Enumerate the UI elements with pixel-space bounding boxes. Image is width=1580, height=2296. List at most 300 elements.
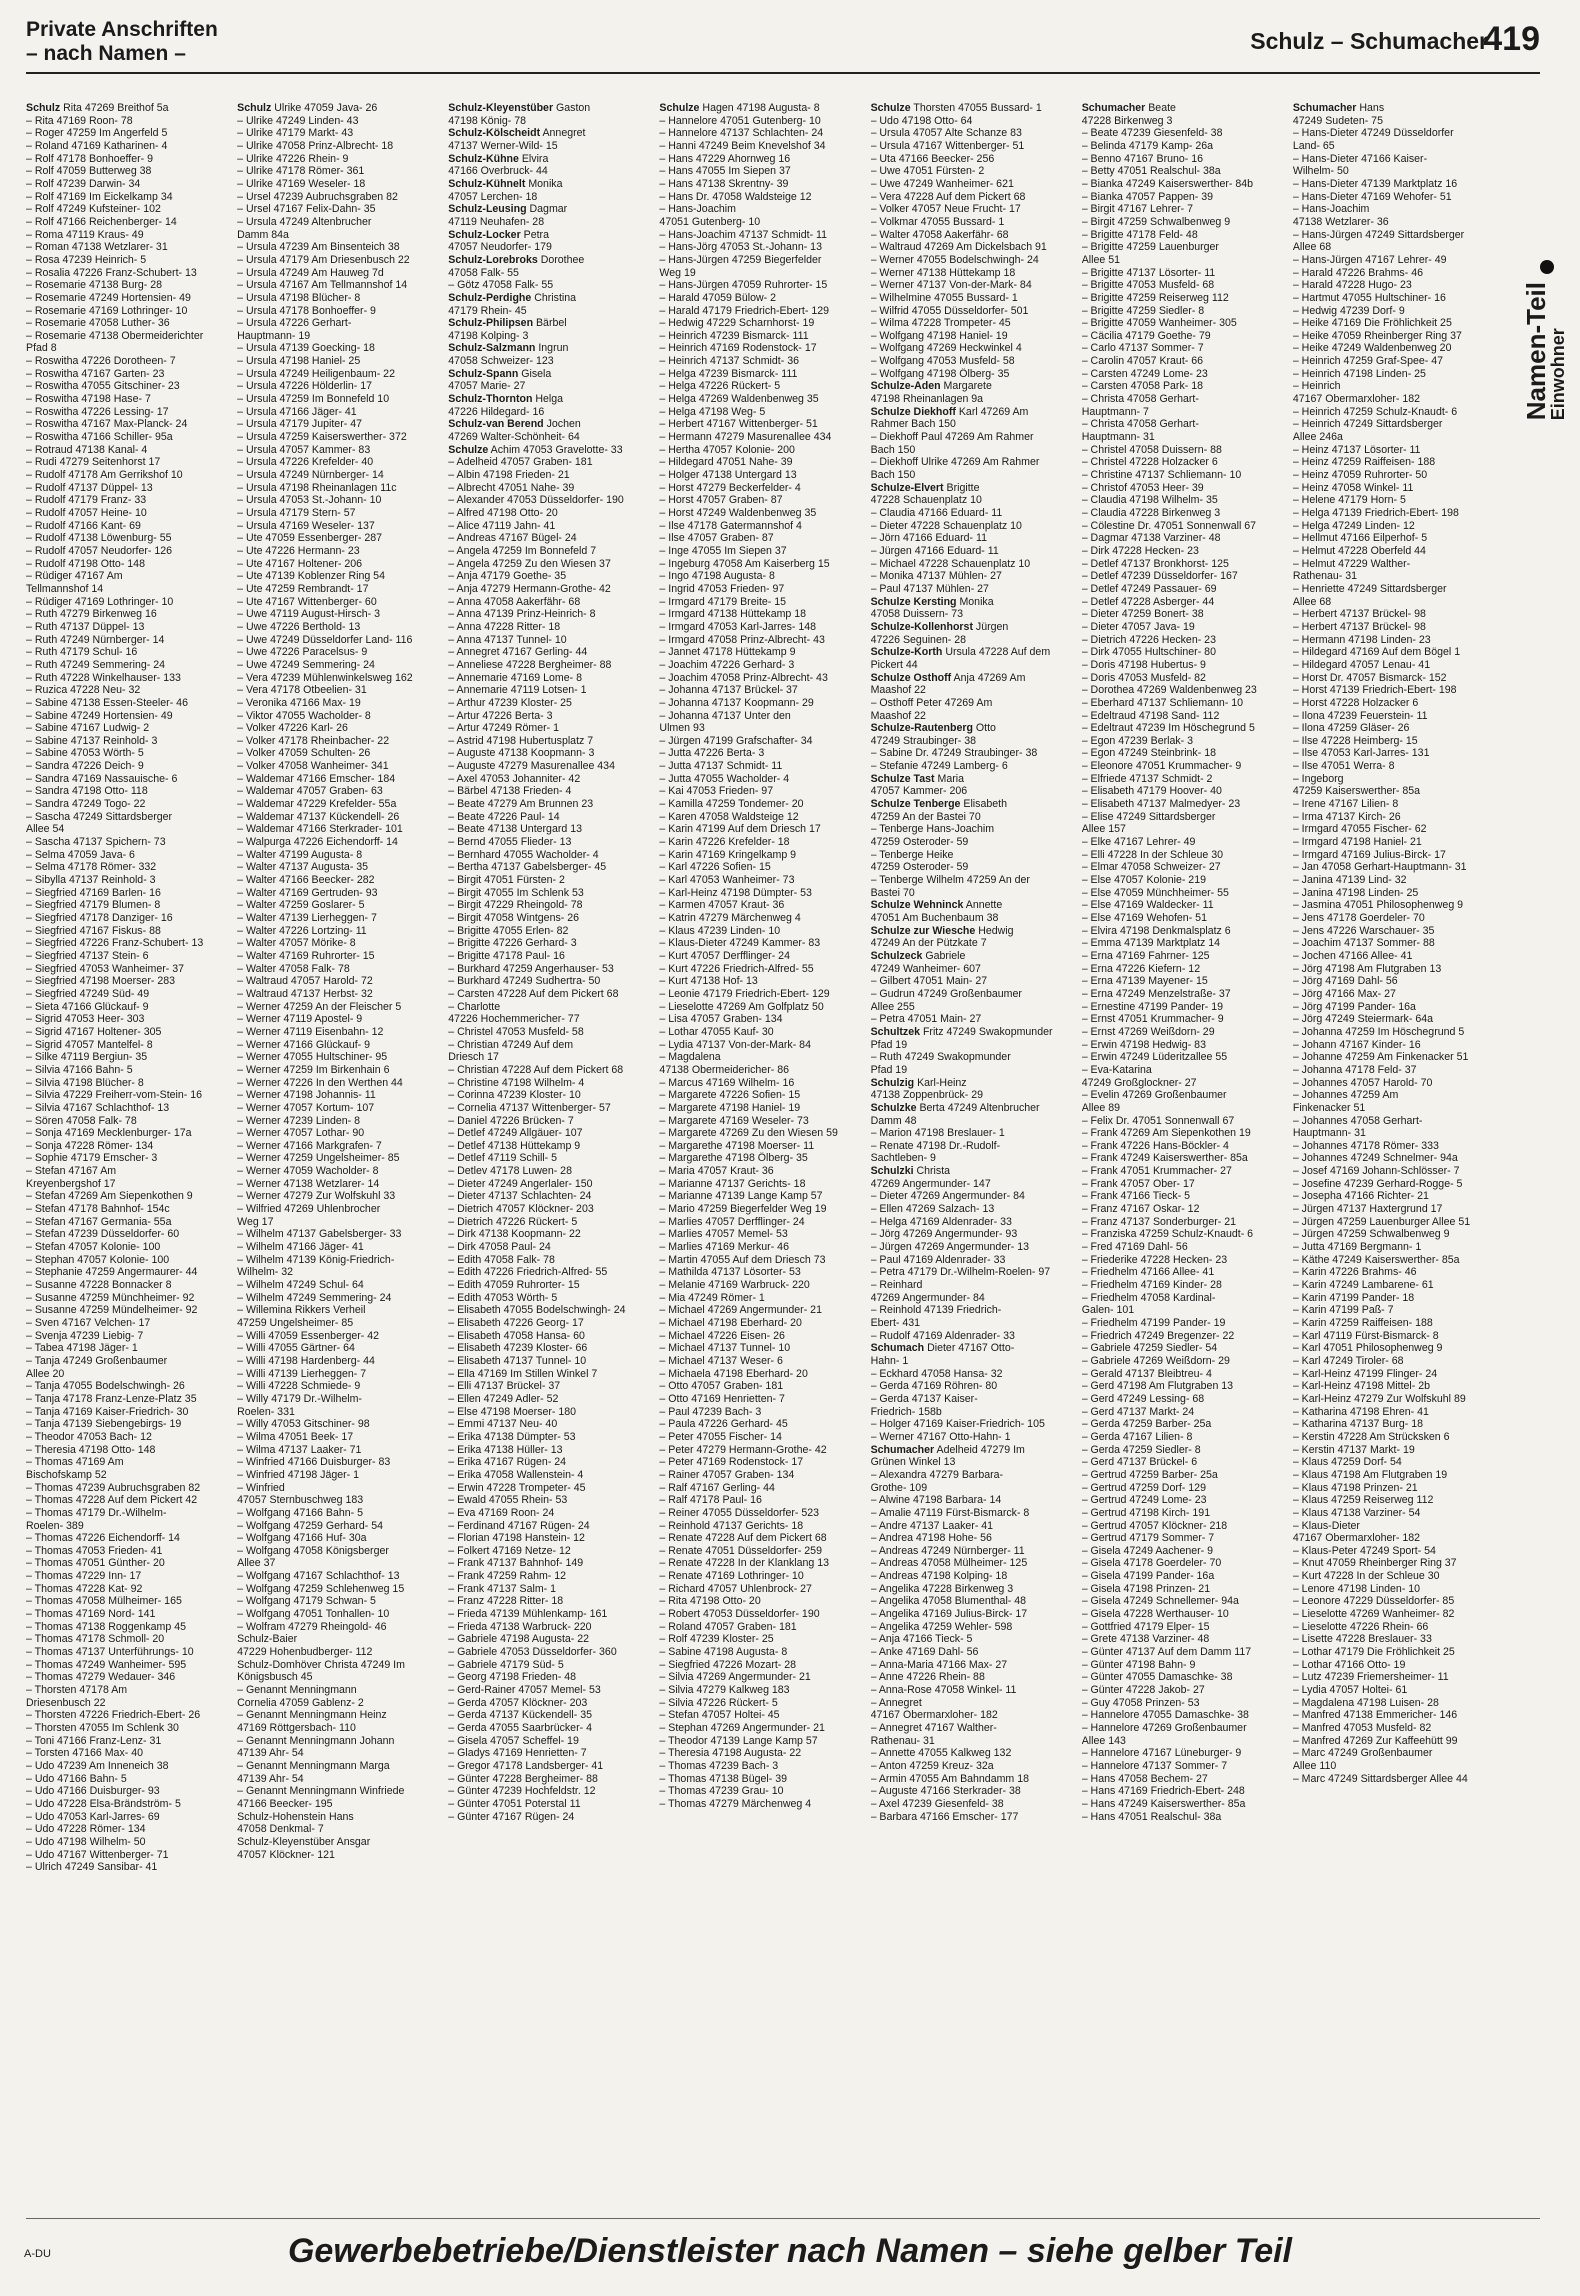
entry-text: 47139 Ahr- 54 <box>237 1772 304 1785</box>
directory-entry <box>26 330 225 343</box>
directory-entry <box>26 596 225 609</box>
entry-text: – Edeltraut 47239 Im Höschegrund 5 <box>1081 722 1255 735</box>
entry-text: – Lydia 47137 Von-der-Mark- 84 <box>659 1038 811 1051</box>
directory-entry <box>448 1292 647 1305</box>
entry-text: Allee 110 <box>1292 1759 1337 1772</box>
directory-entry <box>1293 1355 1492 1368</box>
entry-text: Schulz-Kleyenstüber Ansgar <box>237 1835 371 1848</box>
directory-entry <box>448 456 647 469</box>
directory-entry <box>237 1406 436 1419</box>
entry-text: – Hans-Jürgen 47167 Lehrer- 49 <box>1292 253 1447 266</box>
directory-entry <box>237 267 436 280</box>
entry-text: Ulrike 47059 Java- 26 <box>271 102 378 114</box>
directory-entry <box>26 203 225 216</box>
entry-text: Pfad 19 <box>870 1063 908 1076</box>
directory-entry <box>237 672 436 685</box>
entry-text: Dagmar <box>526 203 568 216</box>
directory-entry <box>1293 1039 1492 1052</box>
entry-text: – Johanna 47178 Feld- 37 <box>1292 1063 1417 1076</box>
directory-entry <box>1293 1001 1492 1014</box>
entry-text: – Gertrud 47179 Sommer- 7 <box>1081 1532 1215 1545</box>
entry-text: Driesenbusch 22 <box>26 1696 106 1709</box>
directory-entry <box>659 1520 858 1533</box>
directory-entry <box>1082 1089 1281 1102</box>
entry-text: – Susanne 47228 Bonnacker 8 <box>26 1279 172 1292</box>
entry-text: – Werner 47198 Johannis- 11 <box>237 1089 376 1102</box>
entry-text: – Johann 47167 Kinder- 16 <box>1292 1038 1421 1051</box>
entry-text: – Thorsten 47055 Im Schlenk 30 <box>26 1722 179 1734</box>
entry-text: – Janina 47139 Lind- 32 <box>1292 874 1407 887</box>
entry-text: – Werner 47167 Otto-Hahn- 1 <box>870 1430 1011 1443</box>
entry-text: – Herbert 47167 Wittenberger- 51 <box>659 418 818 431</box>
directory-entry <box>237 963 436 976</box>
entry-text: – Jürgen 47137 Haxtergrund 17 <box>1292 1203 1443 1216</box>
entry-text: 47269 Walter-Schönheit- 64 <box>448 431 580 444</box>
directory-entry <box>237 760 436 773</box>
directory-entry <box>871 1532 1070 1545</box>
entry-text: – Siegfried 47226 Mozart- 28 <box>659 1658 797 1671</box>
directory-entry <box>448 1659 647 1672</box>
entry-text: – Hans 47169 Friedrich-Ebert- 248 <box>1081 1785 1245 1798</box>
entry-text: – Stefan 47269 Am Siepenkothen 9 <box>26 1190 193 1203</box>
directory-entry <box>1082 203 1281 216</box>
entry-text: – Karl 47249 Tiroler- 68 <box>1292 1354 1404 1367</box>
entry-text: – Christof 47053 Heer- 39 <box>1081 481 1204 494</box>
entry-text: – Dirk 47058 Paul- 24 <box>448 1241 551 1254</box>
entry-text: Jürgen <box>972 620 1009 633</box>
directory-entry <box>448 1051 647 1064</box>
directory-entry <box>448 292 647 305</box>
entry-text: Sachtleben- 9 <box>870 1152 936 1165</box>
directory-entry <box>1293 317 1492 330</box>
entry-text: 47058 Denkmal- 7 <box>237 1823 324 1836</box>
entry-text: – Claudia 47198 Wilhelm- 35 <box>1081 494 1218 507</box>
entry-text: – Sophie 47179 Emscher- 3 <box>26 1152 158 1165</box>
directory-entry <box>26 520 225 533</box>
directory-entry <box>26 1178 225 1191</box>
entry-text: – Roswitha 47167 Max-Planck- 24 <box>26 418 188 431</box>
directory-entry <box>1082 406 1281 419</box>
entry-text: – Genannt Menningmann Johann <box>237 1734 395 1747</box>
directory-entry <box>26 431 225 444</box>
directory-entry <box>871 583 1070 596</box>
entry-text: – Johannes 47249 Schnelmer- 94a <box>1292 1152 1458 1165</box>
entry-text: – Gerd 47249 Lessing- 68 <box>1081 1392 1205 1405</box>
entry-text: – Werner 47138 Wetzlarer- 14 <box>237 1177 380 1190</box>
entry-text: – Beate 47226 Paul- 14 <box>448 810 560 823</box>
directory-entry <box>659 608 858 621</box>
entry-text: – Lisette 47228 Breslauer- 33 <box>1292 1633 1432 1646</box>
entry-text: – Elmar 47058 Schweizer- 27 <box>1081 861 1221 874</box>
directory-entry <box>1082 849 1281 862</box>
entry-text: – Thomas 47169 Nord- 141 <box>26 1608 156 1621</box>
entry-text: – Wolfgang 47051 Tonhallen- 10 <box>237 1608 390 1621</box>
entry-text: – Thorsten 47178 Am <box>26 1684 128 1697</box>
directory-entry <box>26 646 225 659</box>
directory-entry <box>659 975 858 988</box>
directory-entry <box>1082 507 1281 520</box>
entry-text: – Manfred 47138 Emmericher- 146 <box>1292 1709 1458 1722</box>
directory-entry <box>1293 735 1492 748</box>
directory-entry <box>1293 1773 1492 1786</box>
entry-text: Bach 150 <box>870 469 916 482</box>
directory-entry <box>871 1292 1070 1305</box>
directory-entry <box>448 672 647 685</box>
entry-text: – Jürgen 47199 Grafschafter- 34 <box>659 734 813 747</box>
entry-text: Weg 19 <box>659 266 696 279</box>
directory-entry <box>26 1064 225 1077</box>
entry-text: – Rita 47198 Otto- 20 <box>659 1595 761 1608</box>
directory-entry <box>237 456 436 469</box>
entry-text: – Paul 47239 Bach- 3 <box>659 1405 762 1418</box>
page-number: 419 <box>1483 20 1540 58</box>
entry-text: – Franziska 47259 Schulz-Knaudt- 6 <box>1081 1228 1254 1241</box>
entry-text: 47138 Wetzlarer- 36 <box>1292 215 1389 228</box>
directory-entry <box>1082 330 1281 343</box>
directory-entry <box>1293 545 1492 558</box>
directory-entry <box>1293 1456 1492 1469</box>
entry-text: – Sabine 47167 Ludwig- 2 <box>26 722 150 735</box>
directory-entry <box>659 710 858 723</box>
entry-text: 47057 Lerchen- 18 <box>448 190 538 203</box>
entry-text: Christa <box>913 1165 951 1178</box>
entry-text: – Irmgard 47138 Hüttekamp 18 <box>659 608 807 621</box>
directory-entry <box>26 178 225 191</box>
directory-entry <box>237 229 436 242</box>
entry-text: – Wolfgang 47198 Haniel- 19 <box>870 329 1008 342</box>
entry-text: – Anna-Maria 47166 Max- 27 <box>870 1658 1008 1671</box>
entry-text: – Hans-Joachim <box>659 203 736 216</box>
directory-entry <box>237 203 436 216</box>
entry-text: – Jens 47226 Warschauer- 35 <box>1292 924 1435 937</box>
entry-text: – Ella 47169 Im Stillen Winkel 7 <box>448 1367 598 1380</box>
directory-entry <box>26 1115 225 1128</box>
entry-text: Hahn- 1 <box>870 1354 909 1367</box>
directory-entry <box>237 1798 436 1811</box>
entry-text: – Dirk 47055 Hultschiner- 80 <box>1081 646 1216 659</box>
directory-entry <box>448 722 647 735</box>
directory-entry <box>1082 1532 1281 1545</box>
directory-column <box>1082 102 1281 2162</box>
entry-text: – Sabine 47249 Hortensien- 49 <box>26 709 173 722</box>
entry-text: – Hannelore 47269 Großenbaumer <box>1081 1722 1247 1734</box>
entry-text: – Detlef 47137 Bronkhorst- 125 <box>1081 557 1229 570</box>
entry-text: – Volker 47059 Schulten- 26 <box>237 747 371 760</box>
directory-entry <box>659 1671 858 1684</box>
entry-text: – Christine 47198 Wilhelm- 4 <box>448 1076 585 1089</box>
entry-text: – Frank 47166 Tieck- 5 <box>1081 1190 1191 1203</box>
directory-entry <box>871 1064 1070 1077</box>
entry-text: – Walter 47139 Lierheggen- 7 <box>237 912 377 924</box>
directory-entry <box>871 798 1070 811</box>
directory-entry <box>237 1393 436 1406</box>
directory-entry <box>237 1115 436 1128</box>
directory-entry <box>237 1304 436 1317</box>
entry-surname: Schulze-Korth <box>870 646 943 659</box>
entry-text: – Werner 47166 Glückauf- 9 <box>237 1038 371 1051</box>
directory-entry <box>237 165 436 178</box>
entry-surname: Schulzeck <box>870 949 923 962</box>
entry-text: 47228 Birkenweg 3 <box>1081 114 1173 127</box>
directory-entry <box>871 1317 1070 1330</box>
entry-text: – Klaus 47198 Prinzen- 21 <box>1292 1481 1418 1494</box>
entry-surname: Schulzki <box>870 1165 914 1178</box>
entry-surname: Schulze-Rautenberg <box>870 722 973 735</box>
entry-surname: Schulz-Perdighe <box>448 291 532 304</box>
entry-text: – Frieda 47139 Mühlenkamp- 161 <box>448 1608 608 1621</box>
entry-text: – Gerda 47137 Kückendell- 35 <box>448 1709 592 1722</box>
directory-entry <box>871 153 1070 166</box>
directory-entry <box>1082 798 1281 811</box>
entry-text: Bach 150 <box>870 443 916 456</box>
entry-text: – Hans-Joachim <box>1292 203 1370 216</box>
entry-text: – Viktor 47055 Wacholder- 8 <box>237 709 371 722</box>
directory-entry <box>871 988 1070 1001</box>
entry-text: – Andreas 47167 Bügel- 24 <box>448 532 577 545</box>
entry-text: – Katrin 47279 Märchenweg 4 <box>659 912 801 924</box>
entry-text: – Thomas 47239 Bach- 3 <box>659 1759 779 1772</box>
entry-text: – Ursula 47226 Krefelder- 40 <box>237 456 374 469</box>
entry-text: – Cäcilia 47179 Goethe- 79 <box>1081 329 1211 342</box>
entry-text: – Karl 47119 Fürst-Bismarck- 8 <box>1292 1329 1439 1342</box>
entry-text: – Klaus 47239 Linden- 10 <box>659 924 781 937</box>
directory-entry <box>448 798 647 811</box>
directory-entry <box>237 178 436 191</box>
directory-entry <box>1082 216 1281 229</box>
directory-entry <box>26 558 225 571</box>
directory-entry <box>26 1330 225 1343</box>
entry-text: Rathenau- 31 <box>1292 570 1358 583</box>
entry-text: – Josefine 47239 Gerhard-Rogge- 5 <box>1292 1177 1463 1190</box>
entry-text: 47058 Falk- 55 <box>448 266 519 279</box>
entry-text: – Michaela 47198 Eberhard- 20 <box>659 1367 808 1380</box>
entry-text: – Josef 47169 Johann-Schlösser- 7 <box>1292 1165 1460 1178</box>
entry-text: Karl 47269 Am <box>955 405 1029 418</box>
entry-text: Allee 255 <box>870 1000 915 1013</box>
directory-entry <box>659 684 858 697</box>
directory-entry <box>237 507 436 520</box>
directory-entry <box>871 684 1070 697</box>
entry-text: – Uwe 47119 August-Hirsch- 3 <box>237 608 381 621</box>
entry-text: – Rolf 47166 Reichenberger- 14 <box>26 215 177 228</box>
directory-entry <box>26 153 225 166</box>
entry-text: – Gregor 47178 Landsberger- 41 <box>448 1759 604 1772</box>
directory-entry <box>237 418 436 431</box>
directory-entry <box>448 1722 647 1735</box>
entry-text: – Artur 47249 Römer- 1 <box>448 722 559 735</box>
entry-text: – Alfred 47198 Otto- 20 <box>448 507 558 519</box>
directory-entry <box>1082 836 1281 849</box>
directory-entry <box>26 1773 225 1786</box>
directory-entry <box>659 1342 858 1355</box>
entry-text: – Rosemarie 47138 Burg- 28 <box>26 279 163 292</box>
directory-entry <box>1082 912 1281 925</box>
directory-entry <box>448 482 647 495</box>
entry-surname: Schulz <box>237 102 272 114</box>
entry-text: – Kerstin 47228 Am Strücksken 6 <box>1292 1430 1450 1443</box>
directory-entry <box>871 216 1070 229</box>
directory-entry <box>1293 659 1492 672</box>
directory-entry <box>1082 1140 1281 1153</box>
directory-entry <box>237 469 436 482</box>
directory-entry <box>448 1557 647 1570</box>
entry-text: – Renate 47198 Dr.-Rudolf- <box>870 1139 1001 1152</box>
entry-text: – Klaus 47138 Varziner- 54 <box>1292 1506 1421 1519</box>
directory-entry <box>237 1342 436 1355</box>
entry-text: – Wilhelm 47139 König-Friedrich- <box>237 1253 395 1266</box>
entry-text: – Karin 47199 Pander- 18 <box>1292 1291 1415 1304</box>
directory-entry <box>448 570 647 583</box>
directory-entry <box>1293 1406 1492 1419</box>
entry-text: – Rolf 47249 Kufsteiner- 102 <box>26 203 161 216</box>
entry-text: – Stefan 47239 Düsseldorfer- 60 <box>26 1228 180 1241</box>
directory-entry <box>871 1013 1070 1026</box>
entry-text: – Michael 47137 Tunnel- 10 <box>659 1342 791 1355</box>
entry-text: – Karin 47249 Lambarene- 61 <box>1292 1279 1434 1292</box>
entry-text: – Ruzica 47228 Neu- 32 <box>26 684 141 697</box>
directory-entry <box>659 254 858 267</box>
entry-text: – Siegfried 47198 Moerser- 283 <box>26 975 175 988</box>
directory-entry <box>237 823 436 836</box>
entry-text: – Brigitte 47059 Wanheimer- 305 <box>1081 317 1237 330</box>
entry-text: – Hannelore 47051 Gutenberg- 10 <box>659 114 821 127</box>
directory-entry <box>448 1089 647 1102</box>
directory-entry <box>659 1785 858 1798</box>
directory-entry <box>871 507 1070 520</box>
entry-text: 47138 Obermeidericher- 86 <box>659 1063 789 1076</box>
directory-entry <box>448 1545 647 1558</box>
entry-text: – Annette 47055 Kalkweg 132 <box>870 1747 1012 1760</box>
directory-entry <box>1293 1178 1492 1191</box>
entry-text: – Martin 47055 Auf dem Driesch 73 <box>659 1253 826 1266</box>
directory-entry <box>26 1595 225 1608</box>
directory-entry <box>871 279 1070 292</box>
directory-entry <box>26 1823 225 1836</box>
entry-text: – Hildegard 47057 Lenau- 41 <box>1292 658 1431 671</box>
directory-entry <box>448 1482 647 1495</box>
directory-entry <box>448 1507 647 1520</box>
directory-entry <box>448 1595 647 1608</box>
directory-entry <box>1293 849 1492 862</box>
entry-text: – Hannelore 47167 Lüneburger- 9 <box>1081 1747 1242 1760</box>
entry-text: – Marc 47249 Sittardsberger Allee 44 <box>1292 1772 1468 1785</box>
directory-entry <box>1293 1317 1492 1330</box>
directory-entry <box>659 1203 858 1216</box>
entry-text: – Heinrich 47137 Schmidt- 36 <box>659 355 799 368</box>
directory-entry <box>448 1368 647 1381</box>
directory-entry <box>237 1241 436 1254</box>
directory-entry <box>237 1849 436 1862</box>
directory-entry <box>237 874 436 887</box>
entry-text: – Lenore 47198 Linden- 10 <box>1292 1582 1421 1595</box>
entry-text: – Ursula 47259 Im Bonnefeld 10 <box>237 393 390 406</box>
entry-text: – Melanie 47169 Warbruck- 220 <box>659 1279 810 1292</box>
directory-entry <box>26 1127 225 1140</box>
directory-entry <box>1293 1077 1492 1090</box>
entry-text: – Katharina 47198 Ehren- 41 <box>1292 1405 1429 1418</box>
directory-entry <box>448 1444 647 1457</box>
directory-entry <box>448 1266 647 1279</box>
directory-entry <box>1293 646 1492 659</box>
entry-text: – Kurt 47057 Derfflinger- 24 <box>659 949 790 962</box>
entry-text: – Albrecht 47051 Nahe- 39 <box>448 481 575 494</box>
entry-text: – Stephan 47057 Kolonie- 100 <box>26 1253 170 1266</box>
entry-text: – Wilhelmine 47055 Bussard- 1 <box>870 291 1018 304</box>
directory-entry <box>448 1355 647 1368</box>
directory-entry <box>237 1178 436 1191</box>
directory-entry <box>448 659 647 672</box>
directory-entry <box>1293 1722 1492 1735</box>
directory-entry <box>26 785 225 798</box>
directory-entry <box>659 1608 858 1621</box>
directory-entry <box>26 279 225 292</box>
entry-text: – Frank 47137 Salm- 1 <box>448 1582 557 1595</box>
footer-note: Gewerbebetriebe/Dienstleister nach Namen – siehe gelber Teil <box>287 2232 1292 2270</box>
directory-entry <box>1082 1545 1281 1558</box>
entry-text: – Jörg 47166 Max- 27 <box>1292 987 1396 1000</box>
entry-text: Cornelia 47059 Gablenz- 2 <box>237 1696 364 1709</box>
entry-text: – Holger 47138 Untergard 13 <box>659 469 797 482</box>
entry-text: – Friedhelm 47058 Kardinal- <box>1081 1291 1216 1304</box>
directory-entry <box>659 1279 858 1292</box>
directory-entry <box>237 710 436 723</box>
directory-entry <box>26 836 225 849</box>
directory-entry <box>871 115 1070 128</box>
entry-text: – Rudolf 47169 Aldenrader- 33 <box>870 1329 1015 1342</box>
entry-text: – Volker 47226 Karl- 26 <box>237 722 348 735</box>
directory-entry <box>871 1456 1070 1469</box>
directory-entry <box>26 1228 225 1241</box>
entry-text: – Richard 47057 Uhlenbrock- 27 <box>659 1582 812 1595</box>
entry-text: – Hans-Jürgen 47259 Biegerfelder <box>659 253 822 266</box>
entry-text: Friedrich- 158b <box>870 1405 942 1418</box>
directory-entry <box>448 684 647 697</box>
directory-column <box>871 102 1070 2162</box>
entry-text: – Ursel 47239 Aubruchsgraben 82 <box>237 190 398 203</box>
entry-text: – Irene 47167 Lilien- 8 <box>1292 798 1399 811</box>
entry-text: – Herbert 47137 Brückel- 98 <box>1292 608 1426 621</box>
entry-text: – Janina 47198 Linden- 25 <box>1292 886 1419 899</box>
directory-entry <box>26 634 225 647</box>
entry-text: – Ilse 47228 Heimberg- 15 <box>1292 734 1418 747</box>
directory-entry <box>237 1051 436 1064</box>
page-header <box>0 0 1580 80</box>
directory-entry <box>659 1228 858 1241</box>
entry-text: – Werner 47138 Hüttekamp 18 <box>870 266 1016 279</box>
entry-text: – Ruth 47249 Semmering- 24 <box>26 658 165 671</box>
entry-text: – Willy 47053 Gitschiner- 98 <box>237 1418 370 1431</box>
entry-text: – Ursula 47179 Stern- 57 <box>237 507 356 519</box>
entry-text: – Ute 47259 Rembrandt- 17 <box>237 582 369 595</box>
directory-entry <box>448 1570 647 1583</box>
entry-text: – Frank 47269 Am Siepenkothen 19 <box>1081 1127 1251 1140</box>
entry-text: 47249 Straubinger- 38 <box>870 734 976 747</box>
directory-entry <box>1082 1127 1281 1140</box>
entry-surname: Schulze Tenberge <box>870 798 961 811</box>
directory-entry <box>1293 1380 1492 1393</box>
directory-entry <box>26 482 225 495</box>
entry-text: Allee 20 <box>26 1367 65 1380</box>
entry-text: – Erika 47138 Hüller- 13 <box>448 1443 563 1456</box>
directory-entry <box>1082 1482 1281 1495</box>
entry-text: – Hedwig 47229 Scharnhorst- 19 <box>659 317 815 330</box>
directory-entry <box>1293 1532 1492 1545</box>
entry-text: – Hedwig 47239 Dorf- 9 <box>1292 304 1405 317</box>
directory-entry <box>1293 1735 1492 1748</box>
directory-entry <box>237 292 436 305</box>
directory-entry <box>237 1292 436 1305</box>
directory-entry <box>237 1659 436 1672</box>
